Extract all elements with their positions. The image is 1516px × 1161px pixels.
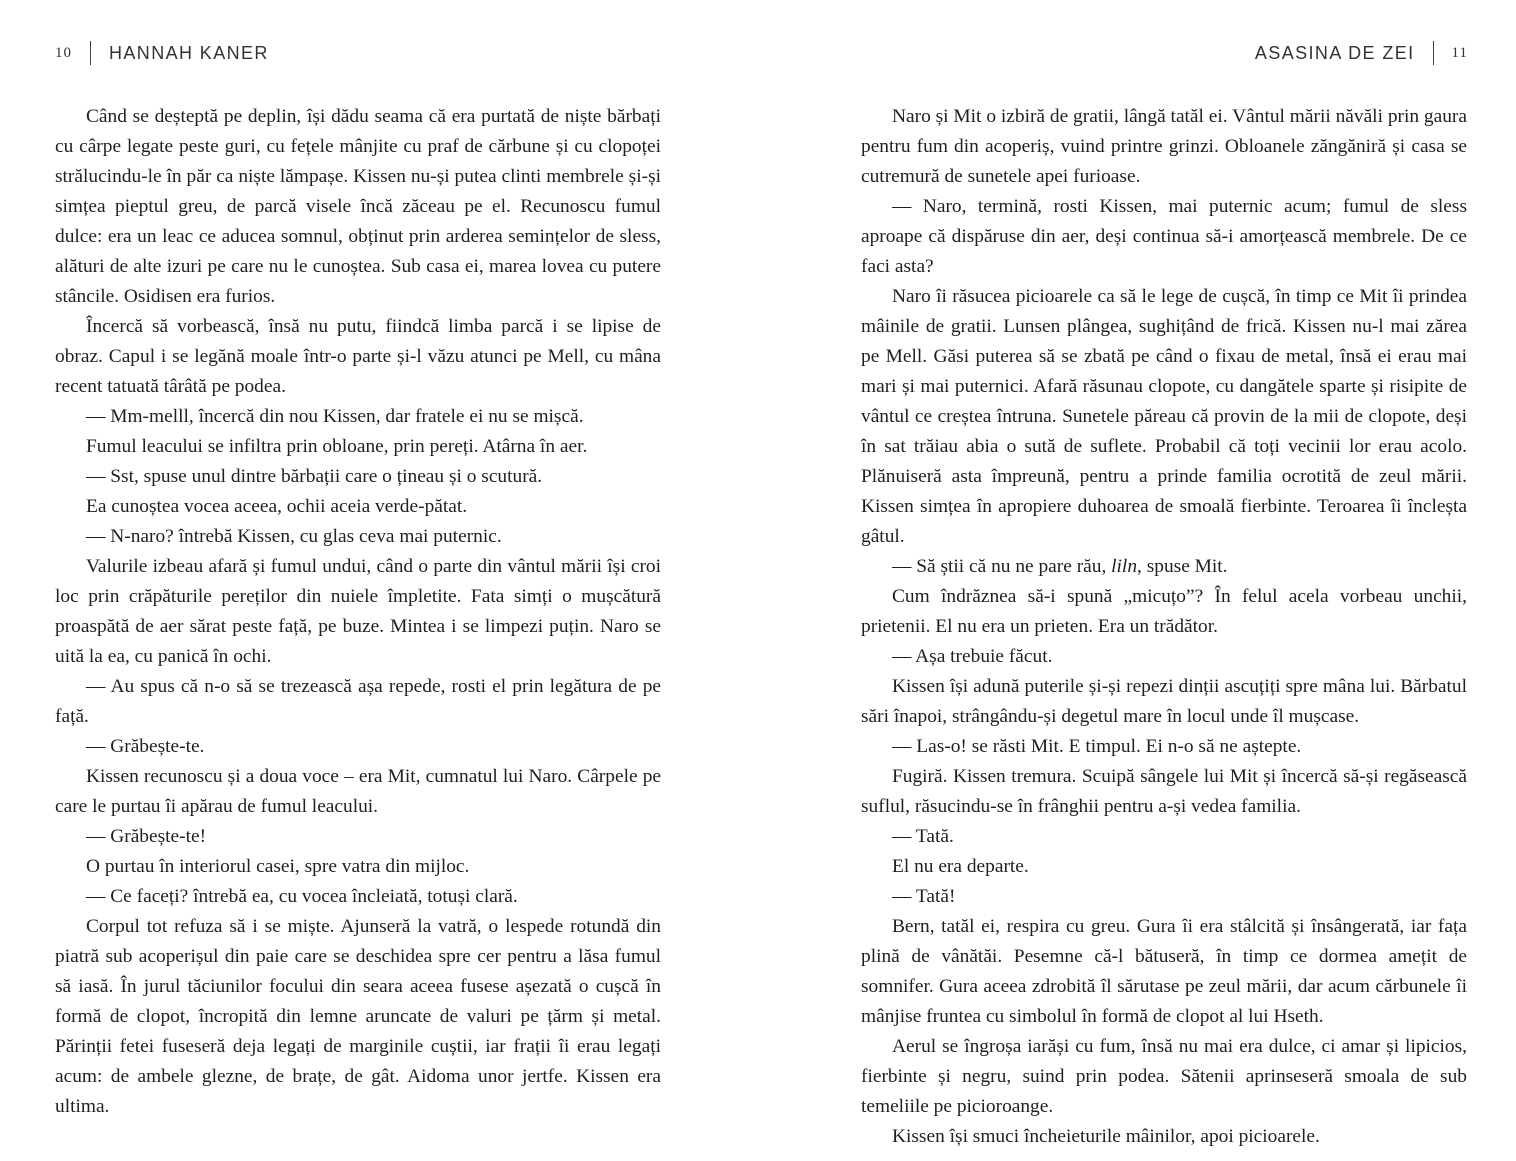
paragraph: O purtau în interiorul casei, spre vatra din mijloc. [86,856,470,877]
paragraph: — Mm-melll, încercă din nou Kissen, dar fratele ei nu se mișcă. [86,406,584,427]
right-page-body [861,102,1467,1152]
paragraph: Fugiră. Kissen tremura. Scuipă sângele lui Mit și încercă să-și regăsească suflul, răsucindu-se în frânghii pentru a-și vedea familia. [861,766,1467,817]
running-header-left [55,38,269,68]
paragraph: Kissen își smuci încheieturile mâinilor, apoi picioarele. [892,1126,1320,1147]
paragraph: — Așa trebuie făcut. [892,646,1053,667]
paragraph: — Las-o! se răsti Mit. E timpul. Ei n-o să ne aștepte. [892,736,1302,757]
page-number-left: 10 [55,44,72,61]
header-divider [1433,41,1434,65]
paragraph: Naro îi răsucea picioarele ca să le lege de cușcă, în timp ce Mit îi prindea mâinile de gratii. Lunsen plângea, sughițând de frică. Kissen nu-l mai zărea pe Mell. Găsi puterea să se zbată pe când o fixau de metal, însă ei erau mai mari și mai puternici. Afară răsunau clopote, cu dangătele sparte și risipite de vântul ce creștea întruna. Sunetele păreau că provin de la mii de clopote, deși în sat trăiau abia o sută de suflete. Probabil că toți vecinii lor erau acolo. Plănuiseră asta împreună, pentru a prinde familia ocrotită de zeul mării. Kissen simțea în apropiere duhoarea de smoală fierbinte. Teroarea îi încleșta gâtul. [861,286,1467,547]
paragraph: — Să știi că nu ne pare rău, liln, spuse Mit. [892,556,1228,577]
paragraph: Kissen își adună puterile și-și repezi dinții ascuțiți spre mâna lui. Bărbatul sări înapoi, strângându-și degetul mare în locul unde îl mușcase. [861,676,1467,727]
paragraph: Încercă să vorbească, însă nu putu, fiindcă limba parcă i se lipise de obraz. Capul i se legănă moale într-o parte și-l văzu atunci pe Mell, cu mâna recent tatuată târâtă pe podea. [55,316,661,397]
right-page [758,0,1516,1161]
paragraph: El nu era departe. [892,856,1029,877]
paragraph: Aerul se îngroșa iarăși cu fum, însă nu mai era dulce, ci amar și lipicios, fierbinte și negru, suind prin podea. Sătenii aprinseseră smoala de sub temeliile pe picioroange. [861,1036,1467,1117]
paragraph: Fumul leacului se infiltra prin obloane, prin pereți. Atârna în aer. [86,436,588,457]
book-title: ASASINA DE ZEI [1254,42,1415,63]
paragraph: — N-naro? întrebă Kissen, cu glas ceva mai puternic. [86,526,502,547]
paragraph: — Tată. [892,826,954,847]
page-number-right: 11 [1451,44,1468,61]
paragraph: — Sst, spuse unul dintre bărbații care o țineau și o scutură. [86,466,543,487]
paragraph: Când se deșteptă pe deplin, își dădu seama că era purtată de niște bărbați cu cârpe legate peste guri, cu fețele mânjite cu praf de cărbune și cu clopoței strălucindu-le în păr ca niște lămpașe. Kissen nu-și putea clinti membrele și-și simțea pieptul greu, de parcă visele încă zăceau pe el. Recunoscu fumul dulce: era un leac ce aducea somnul, obținut prin arderea semințelor de sless, alături de alte izuri pe care nu le cunoștea. Sub casa ei, marea lovea cu putere stâncile. Osidisen era furios. [55,106,661,307]
header-divider [90,41,91,65]
paragraph: — Grăbește-te! [86,826,207,847]
italic-word: liln [1111,556,1138,577]
paragraph: Corpul tot refuza să i se miște. Ajunseră la vatră, o lespede rotundă din piatră sub acoperișul din paie care se deschidea spre cer pentru a lăsa fumul să iasă. În jurul tăciunilor focului din seara aceea fusese așezată o cușcă în formă de clopot, încropită din lemne aruncate de valuri pe țărm și metal. Părinții fetei fuseseră deja legați de marginile cuștii, iar frații îi erau legați acum: de ambele glezne, de brațe, de gât. Aidoma unor jertfe. Kissen era ultima. [55,916,661,1117]
paragraph: Kissen recunoscu și a doua voce – era Mit, cumnatul lui Naro. Cârpele pe care le purtau îi apărau de fumul leacului. [55,766,661,817]
paragraph: Valurile izbeau afară și fumul undui, când o parte din vântul mării își croi loc prin crăpăturile pereților din nuiele împletite. Fata simți o mușcătură proaspătă de aer sărat peste față, pe buze. Mintea i se limpezi puțin. Naro se uită la ea, cu panică în ochi. [55,556,661,667]
author-name: HANNAH KANER [109,42,269,63]
paragraph: Cum îndrăznea să-i spună „micuțo”? În felul acela vorbeau unchii, prietenii. El nu era un prieten. Era un trădător. [861,586,1467,637]
paragraph: Bern, tatăl ei, respira cu greu. Gura îi era stâlcită și însângerată, iar fața plină de vânătăi. Pesemne că-l bătuseră, în timp ce dormea amețit de somnifer. Gura aceea zdrobită îl sărutase pe zeul mării, dar acum cărbunele îi mânjise fruntea cu simbolul în formă de clopot al lui Hseth. [861,916,1467,1027]
paragraph: — Au spus că n-o să se trezească așa repede, rosti el prin legătura de pe față. [55,676,661,727]
running-header-right [1255,38,1468,68]
paragraph: Naro și Mit o izbiră de gratii, lângă tatăl ei. Vântul mării năvăli prin gaura pentru fum din acoperiș, vuind printre grinzi. Obloanele zăngăniră și casa se cutremură de sunetele apei furioase. [861,106,1467,187]
paragraph: — Ce faceți? întrebă ea, cu vocea încleiată, totuși clară. [86,886,518,907]
left-page-body [55,102,661,1122]
paragraph: — Grăbește-te. [86,736,205,757]
paragraph: Ea cunoștea vocea aceea, ochii aceia verde-pătat. [86,496,468,517]
paragraph: — Naro, termină, rosti Kissen, mai puternic acum; fumul de sless aproape că dispăruse din aer, deși continua să-i amorțească membrele. De ce faci asta? [861,196,1467,277]
paragraph: — Tată! [892,886,956,907]
